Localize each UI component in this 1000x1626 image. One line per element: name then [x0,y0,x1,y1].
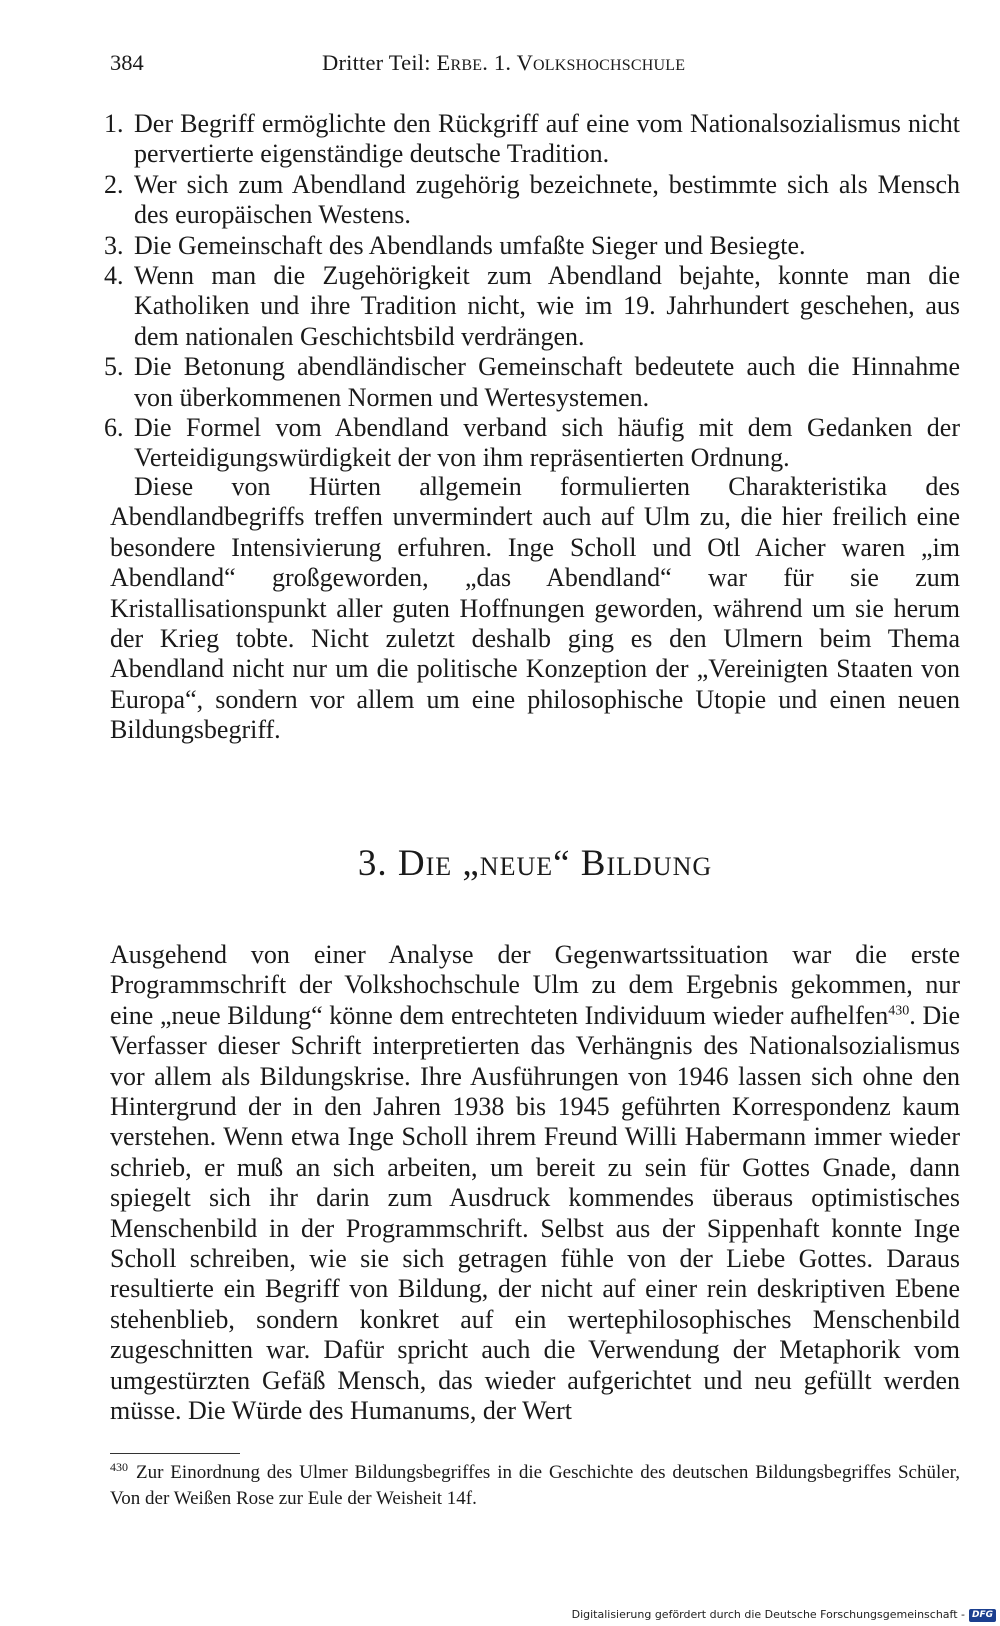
digitization-watermark [572,1606,996,1624]
list-item [104,352,960,413]
footnote-number: 430 [110,1459,128,1474]
list-item [104,230,960,261]
list-item [104,109,960,170]
list-item-number: 4. [104,261,124,291]
watermark-text: Digitalisierung gefördert durch die Deutsche Forschungsgemeinschaft - [571,1608,965,1621]
list-item-text: Wenn man die Zugehörigkeit zum Abendland bejahte, konnte man die Katholiken und ihre Tradition nicht, wie im 19. Jahrhundert geschehen, aus dem nationalen Geschichtsbild verdrängen. [134,261,960,351]
list-item [104,413,960,474]
main-paragraph-text: Ausgehend von einer Analyse der Gegenwartssituation war die erste Programmschrift der Volkshochschule Ulm zu dem Ergebnis gekommen, nur eine „neue Bildung“ könne dem entrechteten Individuum wieder aufhelfen [110,940,960,1030]
footnote-reference[interactable]: 430 [888,1003,910,1019]
running-title-chapter: 1. Volkshochschule [493,50,686,75]
list-item-text: Die Formel vom Abendland verband sich häufig mit dem Gedanken der Verteidigungswürdigkeit der von ihm repräsentierten Ordnung. [134,413,960,473]
list-item-number: 2. [104,169,124,199]
list-item-number: 3. [104,230,124,260]
list-item-number: 6. [104,413,124,443]
list-item-text: Wer sich zum Abendland zugehörig bezeichnete, bestimmte sich als Mensch des europäischen Westens. [134,169,960,230]
running-title: Dritter Teil: Erbe. 1. Volkshochschule [322,50,686,75]
list-item [104,169,960,231]
footnote [110,1460,960,1512]
characteristics-list [104,109,960,474]
list-item-text: Die Betonung abendländischer Gemeinschaft bedeutete auch die Hinnahme von überkommenen Normen und Wertesystemen. [134,352,960,412]
list-item-number: 5. [104,352,124,382]
list-item-text: Die Gemeinschaft des Abendlands umfaßte Sieger und Besiegte. [134,230,806,260]
dfg-logo: DFG [969,1609,996,1622]
list-item [104,261,960,352]
intro-paragraph: Diese von Hürten allgemein formulierten Charakteristika des Abendlandbegriffs treffen unvermindert auch auf Ulm zu, die hier freilich eine besondere Intensivierung erfuhren. Inge Scholl und Otl Aicher waren „im Abendland“ großgeworden, „das Abendland“ war für sie zum Kristallisationspunkt aller guten Hoffnungen geworden, während um sie herum der Krieg tobte. Nicht zuletzt deshalb ging es den Ulmern beim Thema Abendland nicht nur um die politische Konzeption der „Vereinigten Staaten von Europa“, sondern vor allem um eine philosophische Utopie und einen neuen Bildungsbegriff. [110,472,960,745]
list-item-text: Der Begriff ermöglichte den Rückgriff auf eine vom Nationalsozialismus nicht pervertierte eigenständige deutsche Tradition. [134,109,960,169]
running-title-prefix: Dritter Teil: [322,50,431,75]
footnote-separator [110,1453,240,1454]
main-paragraph-text-cont: . Die Verfasser dieser Schrift interpretierten das Verhängnis des Nationalsozialismus vor allem als Bildungskrise. Ihre Ausführungen von 1946 lassen sich ohne den Hintergrund der in den Jahren 1938 bis 1945 geführten Korrespondenz kaum verstehen. Wenn etwa Inge Scholl ihrem Freund Willi Habermann immer wieder schrieb, er muß an sich arbeiten, um bereit zu sein für Gottes Gnade, dann spiegelt sich ihr darin zum Ausdruck kommendes überaus optimistisches Menschenbild in der Programmschrift. Selbst aus der Sippenhaft konnte Inge Scholl schreiben, wie sie sich getragen fühle von der Liebe Gottes. Daraus resultierte ein Begriff von Bildung, der nicht auf einer rein deskriptiven Ebene stehenblieb, sondern konkret auf ein wertephilosophisches Menschenbild zugeschnitten war. Dafür spricht auch die Verwendung der Metaphorik vom umgestürzten Gefäß Mensch, das wieder aufgerichtet und neu gefüllt werden müsse. Die Würde des Humanums, der Wert [110,1000,960,1426]
running-head [110,46,960,80]
running-title-part: Erbe [436,50,483,75]
page-number: 384 [110,50,144,75]
main-paragraph [110,940,960,1427]
section-heading: 3. Die „neue“ Bildung [357,843,713,884]
footnote-text: Zur Einordnung des Ulmer Bildungsbegriffes in die Geschichte des deutschen Bildungsbegriffes Schüler, Von der Weißen Rose zur Eule der Weisheit 14f. [110,1462,960,1509]
list-item-number: 1. [104,109,124,138]
